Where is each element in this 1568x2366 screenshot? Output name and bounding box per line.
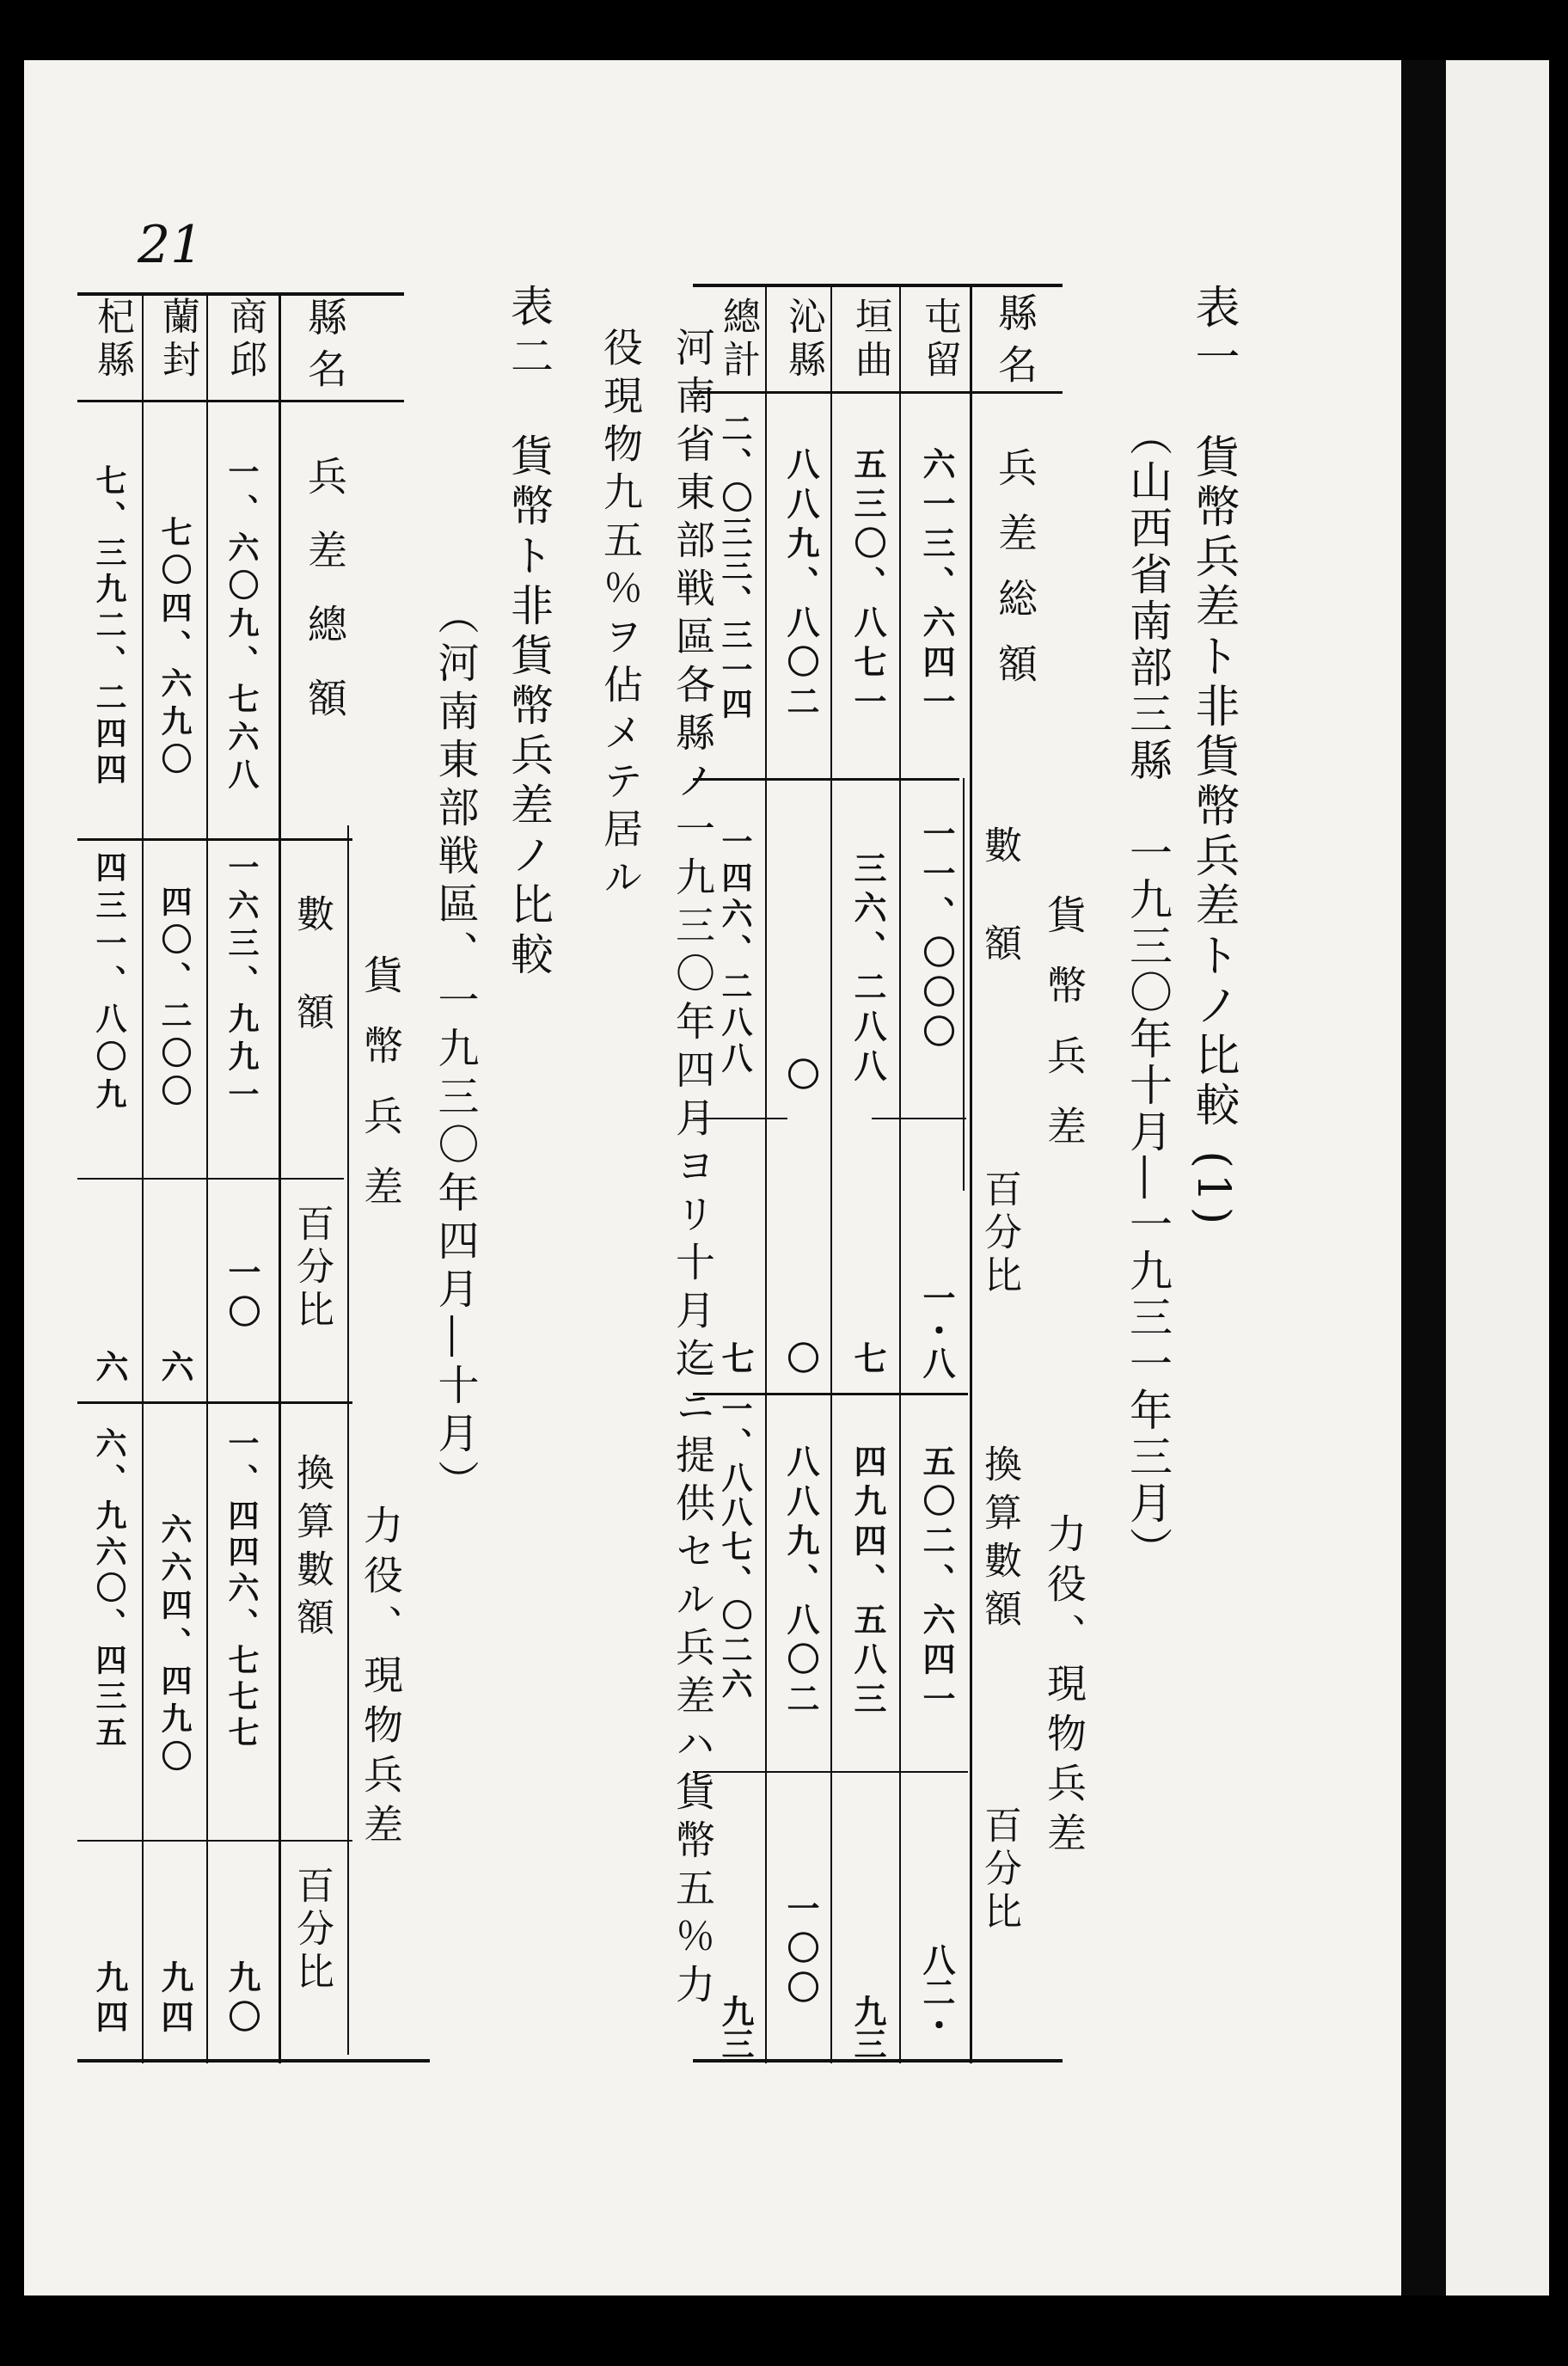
t1-header-money-group: 貨幣兵差 [1041, 894, 1087, 1176]
table2-title: 表二 貨幣ト非貨幣兵差ノ比較 [504, 284, 554, 982]
t2-row2-money-amount: 四〇、二〇〇 [156, 886, 192, 1113]
t2-row1-labor-amount: 一、四四六、七七七 [224, 1427, 259, 1752]
t2-header-money-percent: 百分比 [290, 1204, 334, 1333]
t2-row2-total: 七〇四、六九〇 [156, 516, 192, 781]
t1-row4-money-pct: 七 [716, 1341, 754, 1374]
t1-row2-money-pct: 七 [848, 1341, 886, 1374]
t1-header-labor-percent: 百分比 [977, 1805, 1021, 1934]
t2-row3-money-pct: 六 [90, 1350, 128, 1382]
t1-row4-total: 二、〇三三、三一四 [717, 413, 752, 722]
t2-header-labor-group: 力役、現物兵差 [358, 1505, 404, 1854]
t1-row1-labor-amount: 五〇二、六四一 [917, 1444, 955, 1721]
t1-row3-county: 沁縣 [781, 297, 825, 383]
table2-subtitle: （河南東部戦區、一九三〇年四月―十月） [431, 593, 479, 1508]
binding-edge [1401, 60, 1446, 2296]
t1-row1-total: 六一三、六四一 [917, 447, 955, 724]
t2-row1-money-pct: 一〇 [223, 1255, 260, 1334]
t1-row1-county: 屯留 [917, 297, 961, 383]
t1-header-labor-converted: 換算數額 [977, 1444, 1021, 1637]
margin-strip [1446, 60, 1549, 2296]
t2-row1-county: 商邱 [223, 297, 266, 383]
t1-row3-labor-pct: 一〇〇 [781, 1891, 819, 2010]
t2-row3-total: 七、三九二、二四四 [91, 464, 126, 789]
page-number: 21 [138, 215, 204, 275]
t2-header-money-amount: 數額 [290, 894, 334, 1090]
t1-row3-money-amount: 〇 [781, 1057, 819, 1090]
t2-row3-labor-amount: 六、九六〇、四三五 [91, 1427, 126, 1752]
t2-header-labor-converted: 換算數額 [290, 1453, 334, 1646]
t1-row4-money-amount: 一四六、二八八 [717, 825, 752, 1078]
t2-row2-county: 蘭封 [156, 297, 199, 383]
t1-row2-money-amount: 三六、二八八 [848, 851, 886, 1088]
t2-row1-labor-pct: 九〇 [223, 1960, 260, 2039]
t2-header-labor-percent: 百分比 [290, 1866, 334, 1995]
t2-row3-money-amount: 四三一、八〇九 [91, 851, 126, 1116]
t2-header-county: 縣名 [302, 297, 348, 400]
t2-row1-total: 一、六〇九、七六八 [224, 456, 259, 796]
t1-row1-money-amount: 一一、〇〇〇 [917, 817, 955, 1054]
t2-header-total: 兵差總額 [302, 456, 348, 751]
t1-row2-county: 垣曲 [848, 297, 892, 383]
t1-header-money-percent: 百分比 [977, 1169, 1021, 1298]
t1-row4-labor-amount: 一、八八七、〇二六 [717, 1393, 752, 1702]
t2-row2-money-pct: 六 [156, 1350, 193, 1382]
t1-header-total: 兵差総額 [992, 447, 1038, 708]
t2-row1-money-amount: 一六三、九九一 [224, 851, 259, 1116]
t1-row4-labor-pct: 九三 [716, 1995, 754, 2060]
table1-title: 表一 貨幣兵差ト非貨幣兵差トノ比較 (1) [1187, 284, 1239, 1230]
t1-header-county: 縣名 [992, 292, 1038, 395]
t1-row4-county: 總計 [716, 297, 760, 383]
t1-row3-money-pct: 〇 [781, 1341, 819, 1374]
t1-row1-labor-pct: 八二・ [917, 1943, 955, 2041]
t2-row2-labor-amount: 六六四、四九〇 [156, 1513, 192, 1778]
t1-header-labor-group: 力役、現物兵差 [1041, 1513, 1087, 1862]
table1-subtitle: （山西省南部三縣 一九三〇年十月―一九三一年三月） [1123, 413, 1173, 1573]
t2-row2-labor-pct: 九四 [156, 1960, 193, 2039]
t1-row3-total: 八八九、八〇二 [781, 447, 819, 724]
t1-row2-labor-pct: 九三 [848, 1995, 886, 2060]
body-note: 河南省東部戦區各縣ノ一九三〇年四月ヨリ十月迄ニ提供セル兵差ハ貨幣五％力役現物九五％ヲ佔メテ居ル [597, 327, 716, 2012]
t1-row2-labor-amount: 四九四、五八三 [848, 1444, 886, 1721]
t1-header-money-amount: 數額 [977, 825, 1021, 1021]
t1-row2-total: 五三〇、八七一 [848, 447, 886, 724]
t2-row3-labor-pct: 九四 [90, 1960, 128, 2039]
t2-row3-county: 杞縣 [90, 297, 134, 383]
t1-row3-labor-amount: 八八九、八〇二 [781, 1444, 819, 1721]
t2-header-money-group: 貨幣兵差 [358, 954, 404, 1236]
t1-row1-money-pct: 一・八 [917, 1281, 955, 1379]
